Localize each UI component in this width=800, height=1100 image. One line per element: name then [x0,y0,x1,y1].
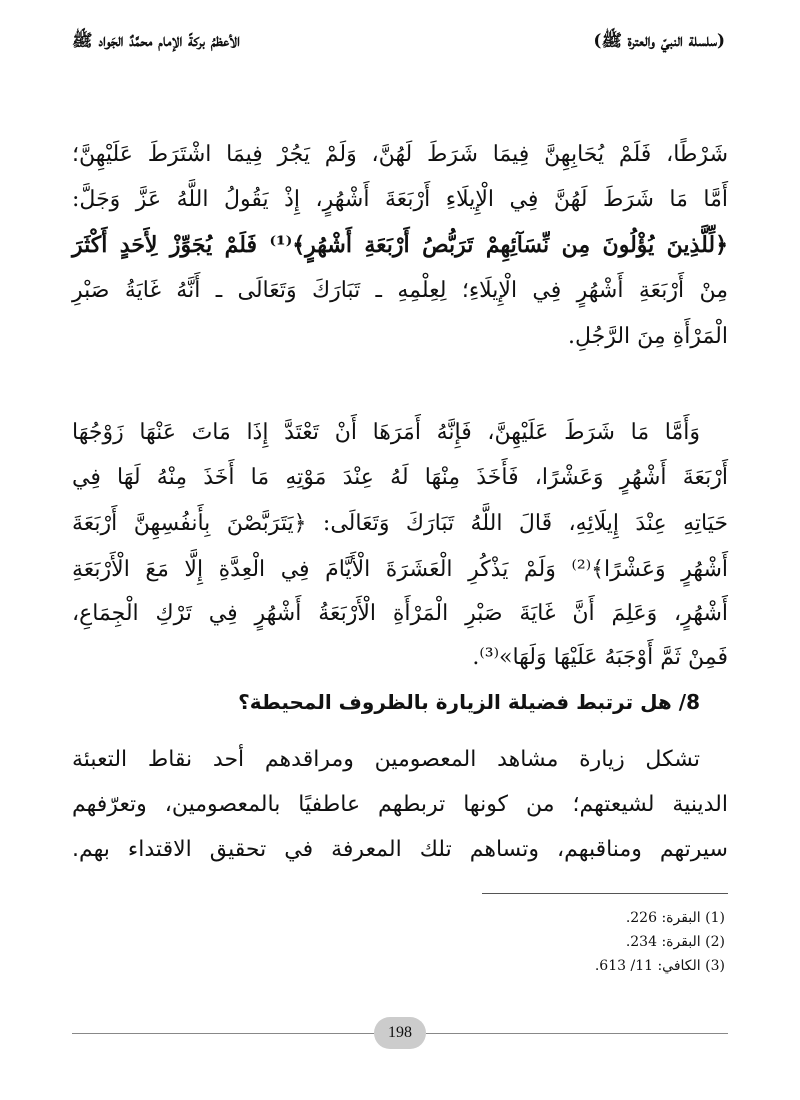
running-header-series: (سلسلة النبيّ والعترة ﷺ) [593,31,725,51]
paragraph-line: فَمِنْ ثَمَّ أَوْجَبَهُ عَلَيْهَا وَلَهَا»⁽³⁾. [472,645,728,670]
paragraph-line: تشكل زيارة مشاهد المعصومين ومراقدهم أحد نقاط التعبئة [72,747,700,772]
paragraph-line: أَشْهُرٍ، وَعَلِمَ أَنَّ غَايَةَ صَبْرِ الْمَرْأَةِ الْأَرْبَعَةُ أَشْهُرٍ فِي تَرْكِ الْجِمَاعِ، [72,601,728,626]
paragraph-line: الْمَرْأَةِ مِنَ الرَّجُلِ. [567,324,728,349]
paragraph-line: أَمَّا مَا شَرَطَ لَهُنَّ فِي الْإِيلَاءِ أَرْبَعَةَ أَشْهُرٍ، إِذْ يَقُولُ اللَّهُ عَزَّ وَجَلَّ: [72,187,728,212]
paragraph-line: وَأَمَّا مَا شَرَطَ عَلَيْهِنَّ، فَإِنَّهُ أَمَرَهَا أَنْ تَعْتَدَّ إِذَا مَاتَ عَنْهَا زَوْجُهَا [72,420,700,445]
footnote: (2) البقرة: 234. [625,934,725,950]
paragraph-line: الدينية لشيعتهم؛ من كونها تربطهم عاطفيًا بالمعصومين، وتعرّفهم [72,792,728,817]
page-number: 198 [374,1017,426,1049]
paragraph-line: سيرتهم ومناقبهم، وتساهم تلك المعرفة في تحقيق الاقتداء بهم. [72,837,728,862]
paragraph-line: أَرْبَعَةَ أَشْهُرٍ وَعَشْرًا، فَأَخَذَ مِنْهَا لَهُ عِنْدَ مَوْتِهِ مَا أَخَذَ مِنْهُ لَهَا فِي [72,465,728,490]
quran-verse-line: ﴿لِّلَّذِينَ يُؤْلُونَ مِن نِّسَآئِهِمْ تَرَبُّصُ أَرْبَعَةِ أَشْهُرٍ﴾⁽¹⁾ فَلَمْ يُجَوِّزْ لِأَحَدٍ أَكْثَرَ [72,232,728,258]
footnote: (3) الكافي: 11/ 613. [594,958,725,974]
running-header-title: الأعظمُ بركةً الإمام محمَّدٌ الجَواد ﷺ [72,31,240,51]
page-number-rule-left [72,1033,374,1034]
paragraph-line: شَرْطًا، فَلَمْ يُحَابِهِنَّ فِيمَا شَرَطَ لَهُنَّ، وَلَمْ يَجُرْ فِيمَا اشْتَرَطَ عَلَيْهِنَّ؛ [72,142,728,167]
page-number-rule-right [426,1033,728,1034]
section-heading: 8/ هل ترتبط فضيلة الزيارة بالظروف المحيطة؟ [238,690,700,714]
footnote: (1) البقرة: 226. [625,910,725,926]
footnote-separator [482,893,728,894]
paragraph-line: أَشْهُرٍ وَعَشْرًا﴾⁽²⁾ وَلَمْ يَذْكُرِ الْعَشَرَةَ الْأَيَّامَ فِي الْعِدَّةِ إِلَّا مَعَ الْأَرْبَعَةِ [72,557,728,582]
paragraph-line: حَيَاتِهِ عِنْدَ إِيلَائِهِ، قَالَ اللَّهُ تَبَارَكَ وَتَعَالَى: ﴿يَتَرَبَّصْنَ بِأَنفُسِهِنَّ أَرْبَعَةَ [72,511,728,536]
paragraph-line: مِنْ أَرْبَعَةِ أَشْهُرٍ فِي الْإِيلَاءِ؛ لِعِلْمِهِ ـ تَبَارَكَ وَتَعَالَى ـ أَنَّهُ غَايَةُ صَبْرِ [72,278,728,303]
